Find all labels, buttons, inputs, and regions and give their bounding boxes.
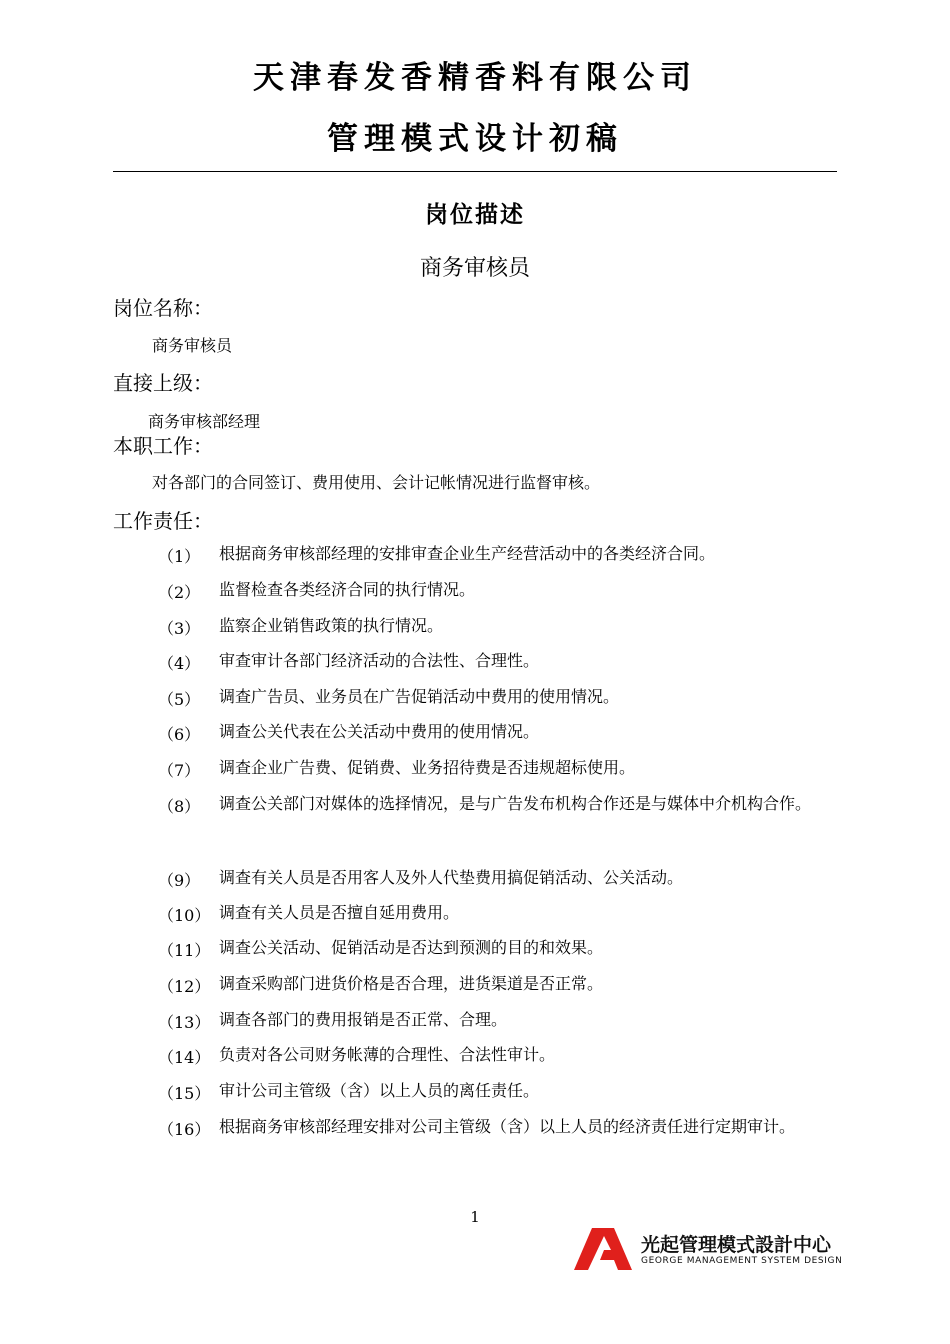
logo-a-mark-icon [574, 1228, 634, 1270]
duty-number: （6） [158, 725, 201, 744]
main-job-heading: 本职工作： [113, 434, 213, 458]
document-title: 管理模式设计初稿 [327, 121, 623, 157]
duty-number: （5） [158, 690, 201, 709]
header-divider [113, 171, 837, 172]
logo-tagline: GEORGE MANAGEMENT SYSTEM DESIGN [641, 1256, 843, 1266]
duty-number: （4） [158, 654, 201, 673]
duty-text: 调查有关人员是否用客人及外人代垫费用搞促销活动、公关活动。 [219, 868, 684, 887]
duty-text: 调查公关活动、促销活动是否达到预测的目的和效果。 [219, 938, 604, 957]
duty-number: （11） [158, 941, 211, 960]
footer-logo [574, 1226, 844, 1272]
section-title: 岗位描述 [425, 202, 525, 228]
duty-text: 根据商务审核部经理的安排审查企业生产经营活动中的各类经济合同。 [219, 544, 716, 563]
duty-text: 调查企业广告费、促销费、业务招待费是否违规超标使用。 [219, 758, 636, 777]
position-title: 商务审核员 [419, 256, 530, 281]
duty-number: （15） [158, 1084, 211, 1103]
duty-text: 调查公关部门对媒体的选择情况，是与广告发布机构合作还是与媒体中介机构合作。 [219, 794, 812, 813]
main-job-value: 对各部门的合同签订、费用使用、会计记帐情况进行监督审核。 [152, 473, 601, 492]
duty-text: 调查采购部门进货价格是否合理，进货渠道是否正常。 [219, 974, 604, 993]
duty-number: （12） [158, 977, 211, 996]
duty-number: （2） [158, 583, 201, 602]
duty-number: （10） [158, 906, 211, 925]
duty-number: （13） [158, 1013, 211, 1032]
company-title: 天津春发香精香料有限公司 [253, 60, 697, 96]
duty-text: 根据商务审核部经理安排对公司主管级（含）以上人员的经济责任进行定期审计。 [219, 1117, 796, 1136]
duty-text: 审计公司主管级（含）以上人员的离任责任。 [219, 1081, 540, 1100]
direct-superior-value: 商务审核部经理 [148, 412, 261, 431]
direct-superior-heading: 直接上级： [113, 371, 213, 395]
duty-text: 审查审计各部门经济活动的合法性、合理性。 [219, 651, 540, 670]
duty-text: 调查公关代表在公关活动中费用的使用情况。 [219, 722, 540, 741]
duty-text: 调查各部门的费用报销是否正常、合理。 [219, 1010, 508, 1029]
page-number: 1 [470, 1208, 480, 1226]
logo-name: 光起管理模式設計中心 [641, 1234, 832, 1256]
duty-text: 监察企业销售政策的执行情况。 [219, 616, 444, 635]
duty-text: 监督检查各类经济合同的执行情况。 [219, 580, 476, 599]
duty-number: （9） [158, 871, 201, 890]
duty-text: 调查有关人员是否擅自延用费用。 [219, 903, 460, 922]
duty-number: （7） [158, 761, 201, 780]
duty-number: （1） [158, 547, 201, 566]
duties-heading: 工作责任： [113, 509, 213, 533]
position-name-heading: 岗位名称： [113, 296, 213, 320]
duty-number: （3） [158, 619, 201, 638]
duty-number: （16） [158, 1120, 211, 1139]
duty-number: （8） [158, 797, 201, 816]
duty-text: 负责对各公司财务帐薄的合理性、合法性审计。 [219, 1045, 556, 1064]
duty-number: （14） [158, 1048, 211, 1067]
position-name-value: 商务审核员 [152, 336, 233, 355]
duty-text: 调查广告员、业务员在广告促销活动中费用的使用情况。 [219, 687, 620, 706]
